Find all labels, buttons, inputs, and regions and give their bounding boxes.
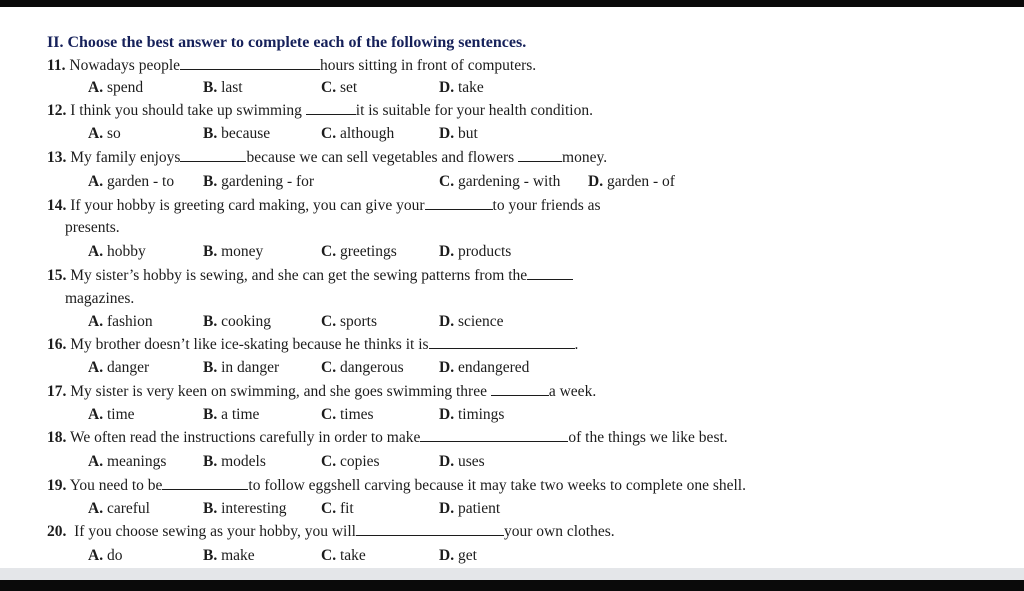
question-14-continuation: presents. xyxy=(65,219,120,236)
option-d[interactable]: D. get xyxy=(439,547,477,564)
question-number: 20. xyxy=(47,523,67,540)
question-number: 13. xyxy=(47,149,67,166)
bottom-border xyxy=(0,580,1024,591)
question-11: 11. Nowadays people hours sitting in front of computers. xyxy=(47,57,537,74)
question-number: 16. xyxy=(47,336,67,353)
option-b[interactable]: B. because xyxy=(203,125,271,142)
question-17: 17. My sister is very keen on swimming, and she goes swimming three a week. xyxy=(47,383,597,400)
option-d[interactable]: D. uses xyxy=(439,453,485,470)
answer-blank[interactable] xyxy=(429,335,575,349)
option-a[interactable]: A. spend xyxy=(88,79,144,96)
option-b[interactable]: B. interesting xyxy=(203,500,287,517)
option-b[interactable]: B. money xyxy=(203,243,264,260)
answer-blank[interactable] xyxy=(491,382,549,396)
answer-blank[interactable] xyxy=(527,266,573,280)
question-14: 14. If your hobby is greeting card making, you can give your to your friends as xyxy=(47,197,601,214)
option-d[interactable]: D. garden - of xyxy=(588,173,675,190)
question-15-continuation: magazines. xyxy=(65,290,135,307)
option-b[interactable]: B. gardening - for xyxy=(203,173,315,190)
question-13: 13. My family enjoys because we can sell vegetables and flowers money. xyxy=(47,149,608,166)
option-a[interactable]: A. careful xyxy=(88,500,150,517)
question-16: 16. My brother doesn’t like ice-skating because he thinks it is . xyxy=(47,336,579,353)
option-b[interactable]: B. models xyxy=(203,453,266,470)
question-number: 12. xyxy=(47,102,67,119)
option-c[interactable]: C. times xyxy=(321,406,374,423)
question-number: 11. xyxy=(47,57,66,74)
answer-blank[interactable] xyxy=(420,428,568,442)
question-12: 12. I think you should take up swimming it is suitable for your health condition. xyxy=(47,102,593,119)
question-number: 15. xyxy=(47,267,67,284)
option-d[interactable]: D. patient xyxy=(439,500,501,517)
answer-blank[interactable] xyxy=(356,522,504,536)
option-b[interactable]: B. make xyxy=(203,547,255,564)
option-c[interactable]: C. sports xyxy=(321,313,377,330)
option-a[interactable]: A. meanings xyxy=(88,453,167,470)
question-18: 18. We often read the instructions carefully in order to make of the things we like best. xyxy=(47,429,728,446)
option-b[interactable]: B. a time xyxy=(203,406,260,423)
option-a[interactable]: A. danger xyxy=(88,359,150,376)
option-d[interactable]: D. endangered xyxy=(439,359,530,376)
option-a[interactable]: A. fashion xyxy=(88,313,153,330)
question-19: 19. You need to be to follow eggshell carving because it may take two weeks to complete one shell. xyxy=(47,477,746,494)
option-a[interactable]: A. garden - to xyxy=(88,173,175,190)
option-d[interactable]: D. products xyxy=(439,243,512,260)
top-border xyxy=(0,0,1024,7)
question-number: 19. xyxy=(47,477,67,494)
option-c[interactable]: C. take xyxy=(321,547,366,564)
question-number: 17. xyxy=(47,383,67,400)
option-c[interactable]: C. set xyxy=(321,79,358,96)
option-a[interactable]: A. hobby xyxy=(88,243,146,260)
option-b[interactable]: B. last xyxy=(203,79,243,96)
option-c[interactable]: C. although xyxy=(321,125,395,142)
answer-blank[interactable] xyxy=(180,148,246,162)
question-number: 18. xyxy=(47,429,67,446)
option-b[interactable]: B. in danger xyxy=(203,359,280,376)
option-d[interactable]: D. science xyxy=(439,313,504,330)
question-number: 14. xyxy=(47,197,67,214)
option-a[interactable]: A. do xyxy=(88,547,123,564)
section-heading: II. Choose the best answer to complete each of the following sentences. xyxy=(47,34,527,51)
option-c[interactable]: C. greetings xyxy=(321,243,397,260)
option-a[interactable]: A. so xyxy=(88,125,121,142)
option-c[interactable]: C. dangerous xyxy=(321,359,404,376)
answer-blank[interactable] xyxy=(180,56,320,70)
answer-blank[interactable] xyxy=(425,196,493,210)
question-20: 20. If you choose sewing as your hobby, you will your own clothes. xyxy=(47,523,615,540)
option-d[interactable]: D. but xyxy=(439,125,478,142)
option-b[interactable]: B. cooking xyxy=(203,313,272,330)
option-c[interactable]: C. gardening - with xyxy=(439,173,561,190)
option-c[interactable]: C. copies xyxy=(321,453,380,470)
option-c[interactable]: C. fit xyxy=(321,500,354,517)
option-d[interactable]: D. timings xyxy=(439,406,505,423)
answer-blank[interactable] xyxy=(162,476,248,490)
option-a[interactable]: A. time xyxy=(88,406,135,423)
bottom-band xyxy=(0,568,1024,580)
option-d[interactable]: D. take xyxy=(439,79,484,96)
answer-blank[interactable] xyxy=(518,148,562,162)
answer-blank[interactable] xyxy=(306,101,356,115)
question-15: 15. My sister’s hobby is sewing, and she can get the sewing patterns from the xyxy=(47,266,573,286)
